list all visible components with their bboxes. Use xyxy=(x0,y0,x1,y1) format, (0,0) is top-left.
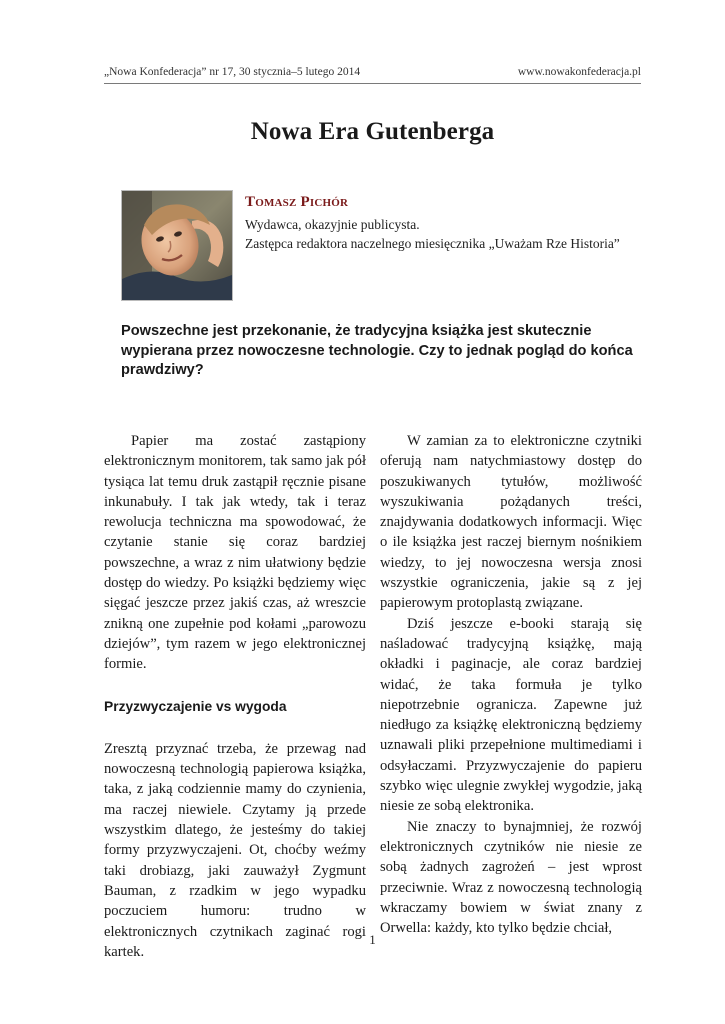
running-header xyxy=(104,66,641,78)
author-photo xyxy=(121,190,233,301)
paragraph: Dziś jeszcze e-booki starają się naśladować tradycyjną książkę, mają okładki i paginacje, ale coraz bardziej widać, że taka formuła je tylko niepotrzebnie ogranicza. Zapewne już niedługo za książkę elektroniczną będziemy uznawali pliki przepełnione multimediami i odsyłaczami. Przyzwyczajenie do papieru szybko więc ulegnie zwykłej wygodzie, jaką niesie ze sobą elektronika. xyxy=(380,615,642,815)
author-name: Tomasz Pichór xyxy=(245,194,349,210)
paragraph: Papier ma zostać zastąpiony elektronicznym monitorem, tak samo jak pół tysiąca lat temu druk zastąpił ręcznie pisane inkunabuły. I tak jak wtedy, tak i teraz rewolucja techniczna ma spowodować, że czytanie stanie się coraz bardziej powszechne, a wraz z nim ułatwiony będzie dostęp do wiedzy. Po książki będziemy więc sięgać jeszcze przez jakiś czas, aż wreszcie znikną one zupełnie pod kołami „parowozu dziejów”, tym razem w jego elektronicznej formie. xyxy=(104,433,366,673)
left-column xyxy=(104,431,366,962)
header-website: www.nowakonfederacja.pl xyxy=(517,66,641,78)
author-info xyxy=(245,194,665,253)
author-occupation: Wydawca, okazyjnie publicysta. xyxy=(245,217,420,232)
article-title: Nowa Era Gutenberga xyxy=(250,118,495,145)
paragraph: W zamian za to elektroniczne czytniki oferują nam natychmiastowy dostęp do poszukiwanych tytułów, możliwość wyszukiwania pożądanych treści, znajdywania dodatkowych informacji. Więc o ile książka jest raczej biernym nośnikiem wiedzy, to jej nowoczesna wersja znosi wszystkie ograniczenia, jakie są z jej papierowym protoplastą związane. xyxy=(380,433,642,612)
article-lead: Powszechne jest przekonanie, że tradycyjna książka jest skutecznie wypierana przez nowoczesne technologie. Czy to jednak pogląd do końca prawdziwy? xyxy=(121,323,633,378)
paragraph: Nie znaczy to bynajmniej, że rozwój elektronicznych czytników nie niesie ze sobą żadnych zagrożeń – jest wprost przeciwnie. Wraz z nowoczesną technologią wkraczamy bowiem w świat znany z Orwella: każdy, kto tylko będzie chciał, xyxy=(380,818,642,937)
paragraph: Zresztą przyznać trzeba, że przewag nad nowoczesną technologią papierowa książka, taka, z jaką codziennie mamy do czynienia, ma raczej niewiele. Czytamy ją przede wszystkim dlatego, że jesteśmy do takiej formy przyzwyczajeni. Ot, choćby weźmy taki drobiazg, jaki zauważył Zygmunt Bauman, z rzadkim w jego wypadku poczuciem humoru: trudno w elektronicznych czytnikach zaginać rogi kartek. xyxy=(104,740,366,960)
author-position: Zastępca redaktora naczelnego miesięcznika „Uważam Rze Historia” xyxy=(245,236,620,251)
right-column xyxy=(380,431,642,938)
header-publication: „Nowa Konfederacja” nr 17, 30 stycznia–5 lutego 2014 xyxy=(104,66,361,78)
page-number: 1 xyxy=(369,932,376,947)
section-subheading: Przyzwyczajenie vs wygoda xyxy=(104,698,287,714)
header-rule xyxy=(104,83,641,84)
